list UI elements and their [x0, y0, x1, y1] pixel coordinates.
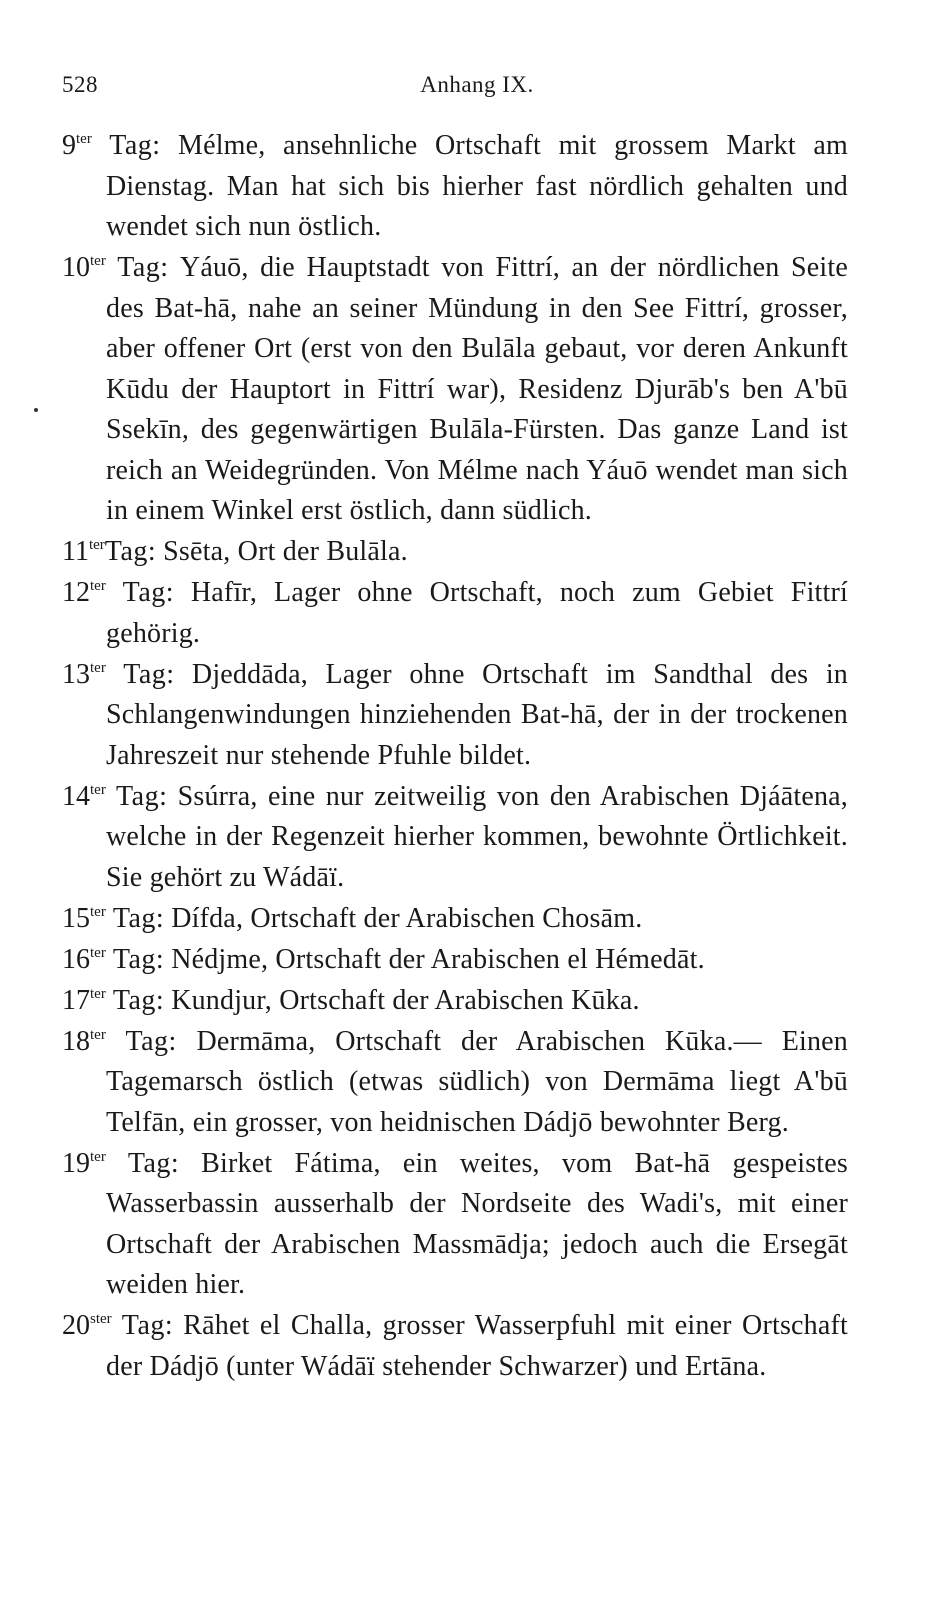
day-number: 14 [62, 780, 90, 812]
ordinal-suffix: ter [76, 131, 92, 147]
itinerary-entry-15 [62, 899, 848, 940]
entry-text: Mélme, ansehnliche Ortschaft mit grossem Markt am Dienstag. Man hat sich bis hierher fast nördlich gehalten und wendet sich nun östlich. [106, 130, 849, 242]
day-ordinal [62, 981, 106, 1022]
itinerary-entry-14 [62, 777, 848, 899]
tag-label: Tag: [112, 902, 165, 934]
entry-text: Nédjme, Ortschaft der Arabischen el Hémedāt. [171, 943, 705, 975]
running-head: Anhang IX. [420, 72, 534, 97]
day-number: 12 [62, 577, 90, 608]
itinerary-entry-18 [62, 1022, 848, 1144]
ordinal-suffix: ter [90, 659, 106, 676]
tag-label: Tag: [123, 658, 175, 690]
itinerary-entry-9 [62, 126, 848, 248]
itinerary-entry-10 [62, 248, 848, 532]
tag-label: Tag: [125, 1025, 177, 1057]
itinerary-list [62, 126, 848, 1387]
tag-label: Tag: [117, 252, 169, 283]
ordinal-suffix: ter [90, 985, 106, 1002]
entry-text: Dermāma, Ortschaft der Arabischen Kūka.— Einen Tagemarsch östlich (etwas südlich) von Dermāma liegt A'bū Telfān, ein grosser, von heidnischen Dádjō bewohnter Berg. [106, 1025, 848, 1138]
day-ordinal [62, 573, 106, 614]
ordinal-suffix: ter [90, 253, 106, 269]
day-number: 20 [62, 1310, 90, 1341]
day-ordinal [62, 940, 106, 981]
itinerary-entry-17 [62, 981, 848, 1022]
page-header [62, 72, 852, 108]
day-ordinal [62, 532, 105, 573]
itinerary-entry-13 [62, 655, 848, 777]
ordinal-suffix: ster [90, 1311, 112, 1327]
ordinal-suffix: ter [90, 781, 106, 798]
tag-label: Tag: [112, 984, 165, 1016]
itinerary-entry-12 [62, 573, 848, 654]
itinerary-entry-11 [62, 532, 848, 573]
day-ordinal [62, 899, 106, 940]
ordinal-suffix: ter [90, 578, 106, 594]
itinerary-entry-20 [62, 1306, 848, 1387]
tag-label: Tag: [109, 130, 161, 161]
day-ordinal [62, 1144, 106, 1185]
ordinal-suffix: ter [90, 1148, 106, 1165]
tag-label: Tag: [104, 536, 157, 567]
day-number: 19 [62, 1147, 90, 1179]
entry-text: Ssúrra, eine nur zeitweilig von den Arabischen Djáātena, welche in der Regenzeit hierher kommen, bewohnte Örtlichkeit. Sie gehört zu Wádāï. [106, 780, 848, 893]
day-ordinal [62, 248, 106, 289]
entry-text: Birket Fátima, ein weites, vom Bat-hā gespeistes Wasserbassin ausserhalb der Nordseite des Wadi's, mit einer Ortschaft der Arabischen Massmādja; jedoch auch die Ersegāt weiden hier. [106, 1147, 849, 1300]
day-number: 16 [62, 943, 90, 975]
entry-text: Djeddāda, Lager ohne Ortschaft im Sandthal des in Schlangenwindungen hinziehenden Bat-hā, der in der trockenen Jahreszeit nur stehende Pfuhle bildet. [106, 658, 849, 771]
print-speck [34, 408, 38, 412]
day-ordinal [62, 1306, 112, 1347]
tag-label: Tag: [112, 943, 165, 975]
ordinal-suffix: ter [90, 944, 106, 961]
day-number: 18 [62, 1025, 90, 1057]
page-number: 528 [62, 72, 98, 97]
day-number: 15 [62, 902, 90, 934]
tag-label: Tag: [121, 1310, 174, 1341]
tag-label: Tag: [116, 780, 168, 812]
day-number: 9 [62, 130, 76, 161]
day-number: 13 [62, 658, 90, 690]
entry-text: Yáuō, die Hauptstadt von Fittrí, an der nördlichen Seite des Bat-hā, nahe an seiner Mündung in den See Fittrí, grosser, aber offener Ort (erst von den Bulāla gebaut, vor deren Ankunft Kūdu der Hauptort in Fittrí war), Residenz Djurāb's ben A'bū Ssekīn, des gegenwärtigen Bulāla-Fürsten. Das ganze Land ist reich an Weidegründen. Von Mélme nach Yáuō wendet man sich in einem Winkel erst östlich, dann südlich. [106, 252, 849, 526]
ordinal-suffix: ter [90, 1026, 106, 1043]
entry-text: Hafīr, Lager ohne Ortschaft, noch zum Gebiet Fittrí gehörig. [106, 577, 849, 649]
ordinal-suffix: ter [90, 903, 106, 920]
day-ordinal [62, 1022, 106, 1063]
entry-text: Kundjur, Ortschaft der Arabischen Kūka. [171, 984, 640, 1016]
day-ordinal [62, 655, 106, 696]
itinerary-entry-16 [62, 940, 848, 981]
itinerary-entry-19 [62, 1144, 848, 1306]
tag-label: Tag: [122, 577, 175, 608]
tag-label: Tag: [127, 1147, 180, 1179]
entry-text: Rāhet el Challa, grosser Wasserpfuhl mit einer Ortschaft der Dádjō (unter Wádāï stehender Schwarzer) und Ertāna. [106, 1310, 849, 1382]
entry-text: Dífda, Ortschaft der Arabischen Chosām. [171, 902, 643, 934]
day-number: 17 [62, 984, 90, 1016]
entry-text: Ssēta, Ort der Bulāla. [163, 536, 408, 567]
day-number: 10 [62, 252, 90, 283]
ordinal-suffix: ter [88, 537, 105, 553]
day-ordinal [62, 126, 92, 167]
day-number: 11 [62, 536, 89, 567]
day-ordinal [62, 777, 106, 818]
